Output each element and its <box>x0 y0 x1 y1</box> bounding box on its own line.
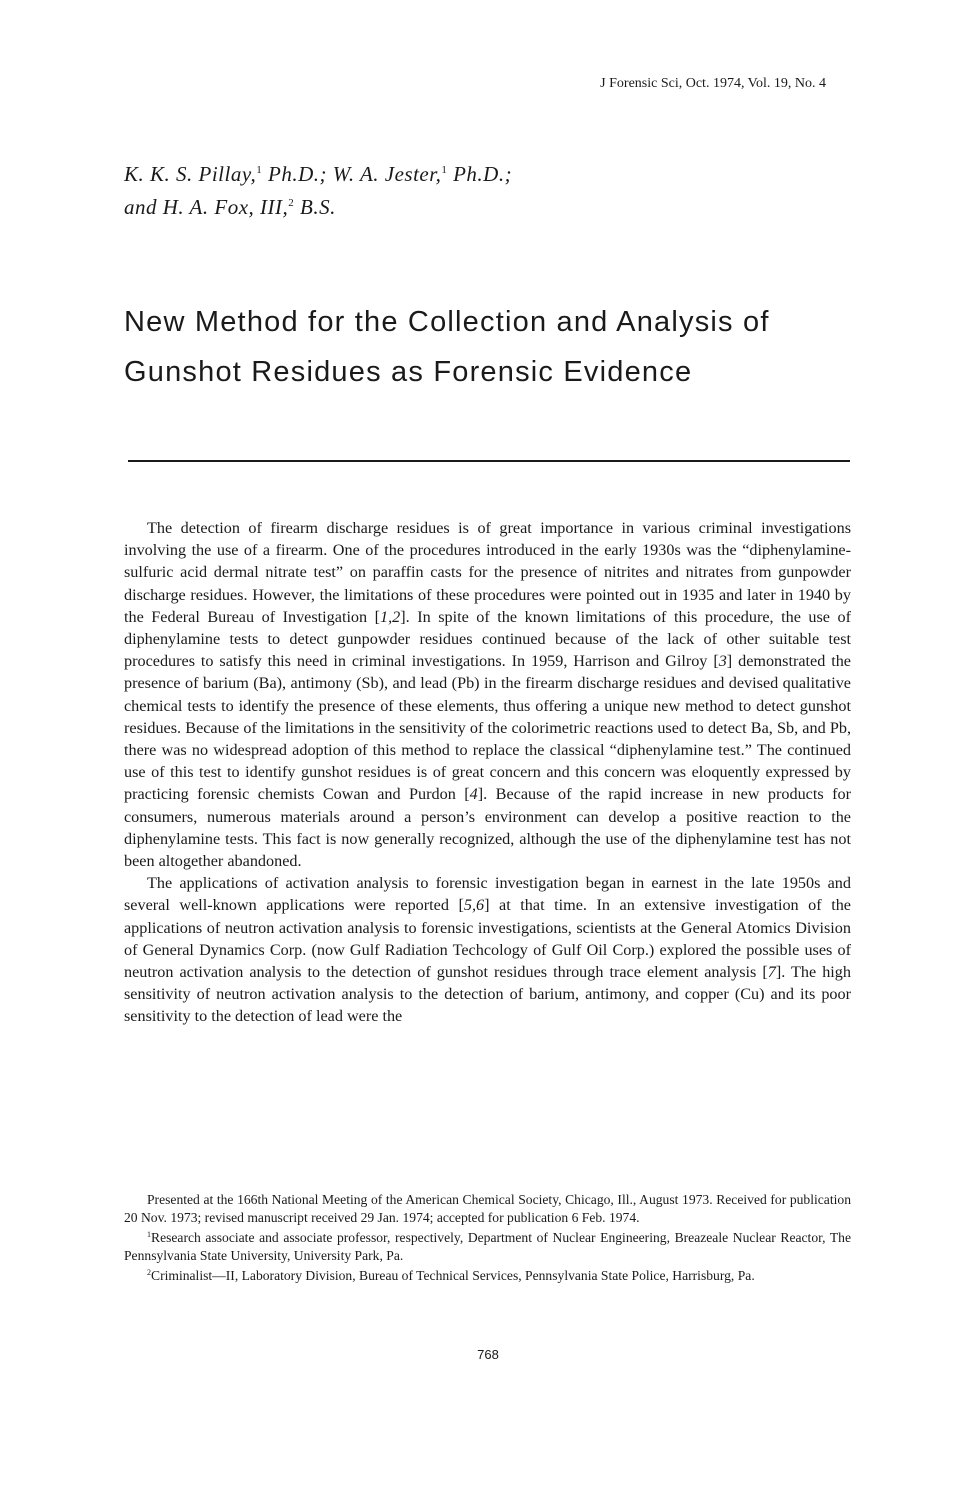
author-line-1 <box>124 156 512 189</box>
footnote-mark: 2 <box>147 1268 151 1277</box>
title-line: Gunshot Residues as Forensic Evidence <box>124 356 693 388</box>
running-head: J Forensic Sci, Oct. 1974, Vol. 19, No. 4 <box>600 76 826 91</box>
affiliation-mark: 1 <box>256 164 263 176</box>
text-run: ] demonstrated the presence of barium (Ba), antimony (Sb), and lead (Pb) in the firearm discharge residues and devised qualitative chemical tests to identify the presence of these elements, thus offering a unique new method to detect gunshot residues. Because of the limitations in the sensitivity of the colorimetric reactions used to detect Ba, Sb, and Pb, there was no widespread adoption of this method to replace the classical “diphenylamine test.” The continued use of this test to identify gunshot residues is of great concern and this concern was eloquently expressed by practicing forensic chemists Cowan and Purdon [ <box>124 652 851 804</box>
author-degree: B.S. <box>294 195 336 219</box>
article-title <box>124 297 864 397</box>
author-name: W. A. Jester, <box>332 162 442 186</box>
reference-citation: 5,6 <box>463 896 485 915</box>
text-run: ] at that time. In an extensive investigation of the applications of neutron activation analysis to forensic investigations, scientists at the General Atomics Division of General Dynamics Corp. (now Gulf Radiation Techcology of Gulf Oil Corp.) explored the possible uses of neutron activation analysis to the detection of gunshot residues through trace element analysis [ <box>124 896 851 982</box>
author-byline <box>124 156 512 222</box>
reference-citation: 3 <box>718 652 727 671</box>
paragraph <box>124 872 851 1027</box>
footnote-1 <box>124 1226 851 1264</box>
author-degree: Ph.D.; <box>447 162 513 186</box>
footnote-text: Research associate and associate professor, respectively, Department of Nuclear Engineering, Breazeale Nuclear Reactor, The Pennsylvania State University, University Park, Pa. <box>124 1230 851 1263</box>
author-line-2 <box>124 189 512 222</box>
reference-citation: 1,2 <box>380 607 401 626</box>
text-run: ]. Because of the rapid increase in new products for consumers, numerous materials around a person’s environment can develop a positive reaction to the diphenylamine tests. This fact is now generally recognized, although the use of the diphenylamine test has not been altogether abandoned. <box>124 785 851 871</box>
footnote-text: Criminalist—II, Laboratory Division, Bureau of Technical Services, Pennsylvania State Police, Harrisburg, Pa. <box>151 1268 755 1283</box>
text-run: ]. The high sensitivity of neutron activation analysis to the detection of barium, antimony, and copper (Cu) and its poor sensitivity to the detection of lead were the <box>124 963 851 1026</box>
reference-citation: 4 <box>469 785 478 804</box>
author-name: and H. A. Fox, III, <box>124 195 289 219</box>
paragraph <box>124 517 851 872</box>
body-text <box>124 517 851 1028</box>
text-run: ]. In spite of the known limitations of this procedure, the use of diphenylamine tests to detect gunpowder residues continued because of the lack of other suitable test procedures to satisfy this need in criminal investigations. In 1959, Harrison and Gilroy [ <box>124 607 851 671</box>
title-line: New Method for the Collection and Analysis of <box>124 306 770 338</box>
author-degree: Ph.D.; <box>262 162 333 186</box>
title-divider <box>128 460 850 462</box>
text-run: The detection of firearm discharge residues is of great importance in various criminal investigations involving the use of a firearm. One of the procedures introduced in the early 1930s was the “diphenylamine-sulfuric acid dermal nitrate test” on paraffin casts for the presence of nitrites and nitrates from gunpowder discharge residues. However, the limitations of these procedures were pointed out in 1935 and later in 1940 by the Federal Bureau of Investigation [ <box>124 519 851 626</box>
footnotes <box>124 1191 851 1285</box>
footnote-presented: Presented at the 166th National Meeting of the American Chemical Society, Chicago, Ill., August 1973. Received for publication 20 Nov. 1973; revised manuscript received 29 Jan. 1974; accepted for publication 6 Feb. 1974. <box>124 1192 851 1225</box>
reference-citation: 7 <box>767 963 776 982</box>
affiliation-mark: 2 <box>288 197 295 209</box>
footnote-2 <box>124 1264 851 1285</box>
page-number: 768 <box>477 1347 499 1362</box>
footnote-mark: 1 <box>147 1230 151 1239</box>
affiliation-mark: 1 <box>441 164 448 176</box>
author-name: K. K. S. Pillay, <box>124 162 257 186</box>
text-run: The applications of activation analysis to forensic investigation began in earnest in the late 1950s and several well-known applications were reported [ <box>124 874 851 915</box>
